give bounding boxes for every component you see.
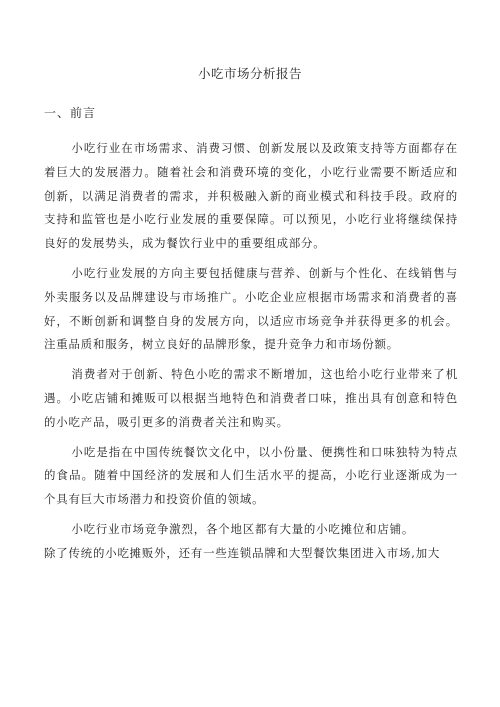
document-body bbox=[44, 137, 458, 572]
section-heading: 一、前言 bbox=[44, 106, 97, 120]
paragraph-2: 小吃行业发展的方向主要包括健康与营养、创新与个性化、在线销售与外卖服务以及品牌建设与市场推广。小吃企业应根据市场需求和消费者的喜好，不断创新和调整自身的发展方向，以适应市场竞争并获得更多的机会。注重品质和服务，树立良好的品牌形象，提升竞争力和市场份额。 bbox=[44, 265, 458, 352]
paragraph-4: 小吃是指在中国传统餐饮文化中，以小份量、便携性和口味独特为特点的食品。随着中国经济的发展和人们生活水平的提高，小吃行业逐渐成为一个具有巨大市场潜力和投资价值的领域。 bbox=[44, 444, 458, 507]
paragraph-6: 除了传统的小吃摊贩外，还有一些连锁品牌和大型餐饮集团进入市场,加大 bbox=[44, 545, 441, 560]
paragraph-5: 小吃行业市场竞争激烈，各个地区都有大量的小吃摊位和店铺。 bbox=[71, 521, 415, 536]
paragraph-3: 消费者对于创新、特色小吃的需求不断增加，这也给小吃行业带来了机遇。小吃店铺和摊贩可以根据当地特色和消费者口味，推出具有创意和特色的小吃产品，吸引更多的消费者关注和购买。 bbox=[44, 367, 458, 429]
document-title: 小吃市场分析报告 bbox=[197, 66, 302, 81]
paragraph-1: 小吃行业在市场需求、消费习惯、创新发展以及政策支持等方面都存在着巨大的发展潜力。随着社会和消费环境的变化，小吃行业需要不断适应和创新，以满足消费者的需求，并积极融入新的商业模式和科技手段。政府的支持和监管也是小吃行业发展的重要保障。可以预见，小吃行业将继续保持良好的发展势头，成为餐饮行业中的重要组成部分。 bbox=[44, 141, 458, 251]
